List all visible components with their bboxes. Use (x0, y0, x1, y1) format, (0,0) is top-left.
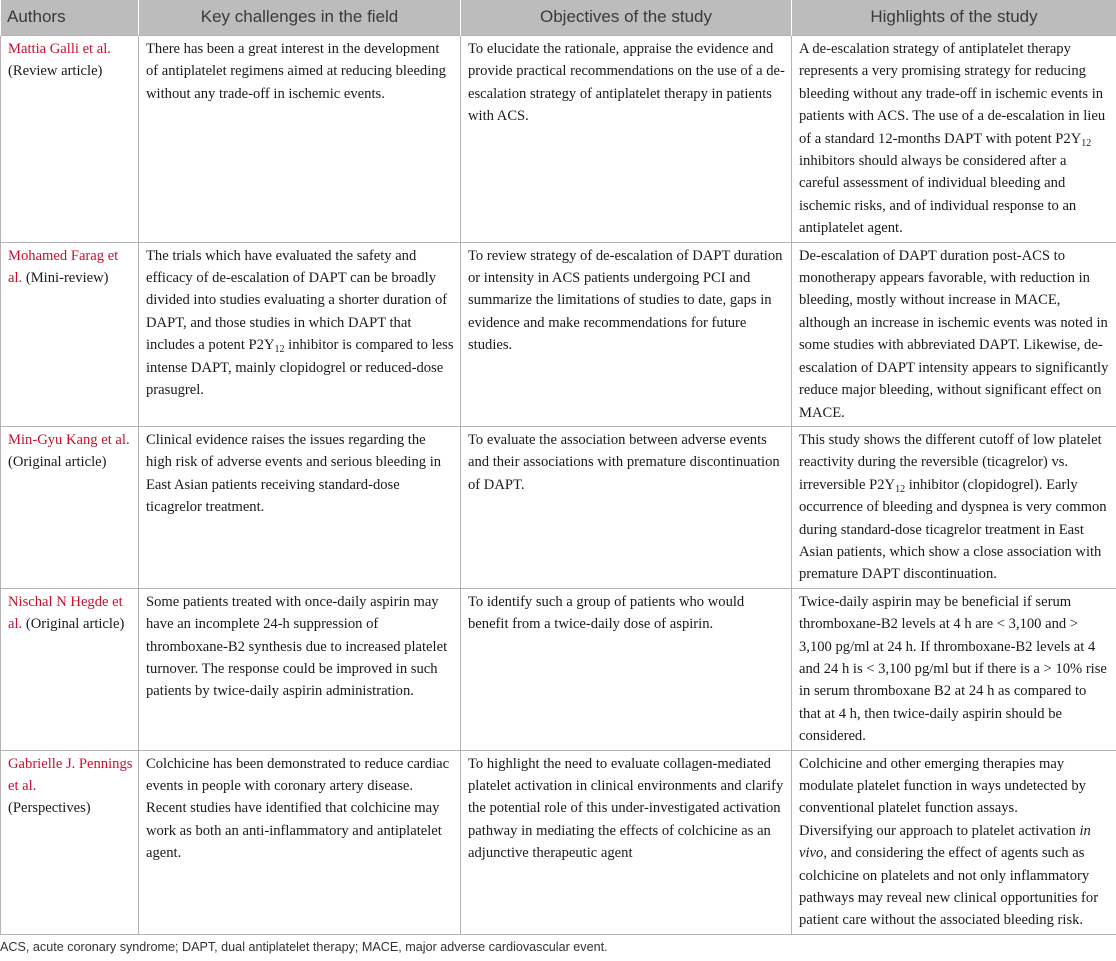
challenges-text: inhibitor is compared to less intense DAPT, mainly clopidogrel or reduced-dose prasugrel. (146, 337, 454, 399)
table-row (1, 36, 1116, 243)
highlights-cell (792, 426, 1116, 588)
author-link[interactable]: Mattia Galli et al. (8, 41, 111, 57)
highlights-text: inhibitor (clopidogrel). Early occurrence of bleeding and dyspnea is very common during standard-dose ticagrelor treatment in East Asian patients, which show a close association with premature DAPT discontinuation. (799, 476, 1107, 583)
header-challenges: Key challenges in the field (139, 0, 461, 36)
table-row (1, 588, 1116, 750)
header-objectives: Objectives of the study (461, 0, 792, 36)
highlights-text: , and considering the effect of agents such as colchicine on platelets and not only inflammatory pathways may reveal new clinical opportunities for patient care without the associated bleeding risk. (799, 845, 1099, 929)
challenges-cell: Clinical evidence raises the issues regarding the high risk of adverse events and serious bleeding in East Asian patients receiving standard-dose ticagrelor treatment. (139, 426, 461, 588)
header-row (1, 0, 1116, 36)
table-row (1, 242, 1116, 426)
challenges-cell: Colchicine has been demonstrated to reduce cardiac events in people with coronary artery disease. Recent studies have identified that colchicine may work as both an anti-inflammatory and antiplatelet agent. (139, 750, 461, 934)
highlights-text: This study shows the different cutoff of low platelet reactivity during the reversible (ticagrelor) vs. irreversible P2Y (799, 431, 1102, 493)
table-row (1, 750, 1116, 934)
subscript: 12 (1081, 137, 1092, 149)
author-cell (1, 36, 139, 243)
highlights-cell (792, 750, 1116, 934)
article-type: (Original article) (8, 454, 107, 471)
author-cell (1, 426, 139, 588)
author-cell (1, 588, 139, 750)
highlights-cell (792, 36, 1116, 243)
author-link[interactable]: Min-Gyu Kang et al. (8, 431, 130, 448)
article-type: (Mini-review) (25, 270, 109, 287)
subscript: 12 (274, 344, 285, 356)
table-row (1, 426, 1116, 588)
highlights-text: A de-escalation strategy of antiplatelet therapy represents a very promising strategy for reducing bleeding without any trade-off in ischemic events in patients with ACS. The use of a de-escalation in lieu of a standard 12-months DAPT with potent P2Y (799, 41, 1106, 147)
highlights-text: Colchicine and other emerging therapies may modulate platelet function in ways undetected by conventional platelet function assays. (799, 755, 1086, 817)
objectives-cell: To evaluate the association between adverse events and their associations with premature discontinuation of DAPT. (461, 426, 792, 588)
challenges-cell: Some patients treated with once-daily aspirin may have an incomplete 24-h suppression of thromboxane-B2 synthesis due to increased platelet turnover. The response could be improved in such patients by twice-daily aspirin administration. (139, 588, 461, 750)
article-type: (Original article) (25, 616, 125, 633)
header-authors: Authors (1, 0, 139, 36)
article-type: (Perspectives) (8, 800, 91, 817)
objectives-cell: To identify such a group of patients who would benefit from a twice-daily dose of aspirin. (461, 588, 792, 750)
objectives-cell: To review strategy of de-escalation of DAPT duration or intensity in ACS patients undergoing PCI and summarize the limitations of studies to date, gaps in evidence and make recommendations for future studies. (461, 242, 792, 426)
subscript: 12 (895, 483, 906, 495)
highlights-text: Diversifying our approach to platelet activation (799, 822, 1080, 839)
highlights-cell: Twice-daily aspirin may be beneficial if serum thromboxane-B2 levels at 4 h are < 3,100 and > 3,100 pg/ml at 24 h. If thromboxane-B2 levels at 4 and 24 h is < 3,100 pg/ml but if there is a > 10% rise in serum thromboxane B2 at 24 h as compared to that at 4 h, then twice-daily aspirin should be considered. (792, 588, 1116, 750)
author-link[interactable]: Gabrielle J. Pennings et al. (8, 755, 133, 794)
challenges-cell (139, 242, 461, 426)
table-footnote: ACS, acute coronary syndrome; DAPT, dual antiplatelet therapy; MACE, major adverse cardiovascular event. (0, 940, 608, 954)
author-cell (1, 750, 139, 934)
objectives-cell: To elucidate the rationale, appraise the evidence and provide practical recommendations on the use of a de-escalation strategy of antiplatelet therapy in patients with ACS. (461, 36, 792, 243)
highlights-text: inhibitors should always be considered after a careful assessment of individual bleeding and ischemic risks, and of individual response to an antiplatelet agent. (799, 153, 1077, 237)
author-cell (1, 242, 139, 426)
objectives-cell: To highlight the need to evaluate collagen-mediated platelet activation in clinical environments and clarify the potential role of this under-investigated activation pathway in mediating the effects of colchicine as an adjunctive therapeutic agent (461, 750, 792, 934)
challenges-text: The trials which have evaluated the safety and efficacy of de-escalation of DAPT can be broadly divided into studies evaluating a shorter duration of DAPT, and those studies in which DAPT that includes a potent P2Y (146, 247, 448, 354)
article-type: (Review article) (8, 63, 103, 80)
author-link[interactable]: Nischal N Hegde et al. (8, 593, 123, 633)
header-highlights: Highlights of the study (792, 0, 1116, 36)
challenges-cell: There has been a great interest in the development of antiplatelet regimens aimed at reducing bleeding without any trade-off in ischemic events. (139, 36, 461, 243)
highlights-cell: De-escalation of DAPT duration post-ACS to monotherapy appears favorable, with reduction in bleeding, mostly without increase in MACE, although an increase in ischemic events was noted in some studies with abbreviated DAPT. Likewise, de-escalation of DAPT intensity appears to significantly reduce major bleeding, without significant effect on MACE. (792, 242, 1116, 426)
author-link[interactable]: Mohamed Farag et al. (8, 247, 119, 287)
italic-term: in vivo (799, 822, 1091, 862)
